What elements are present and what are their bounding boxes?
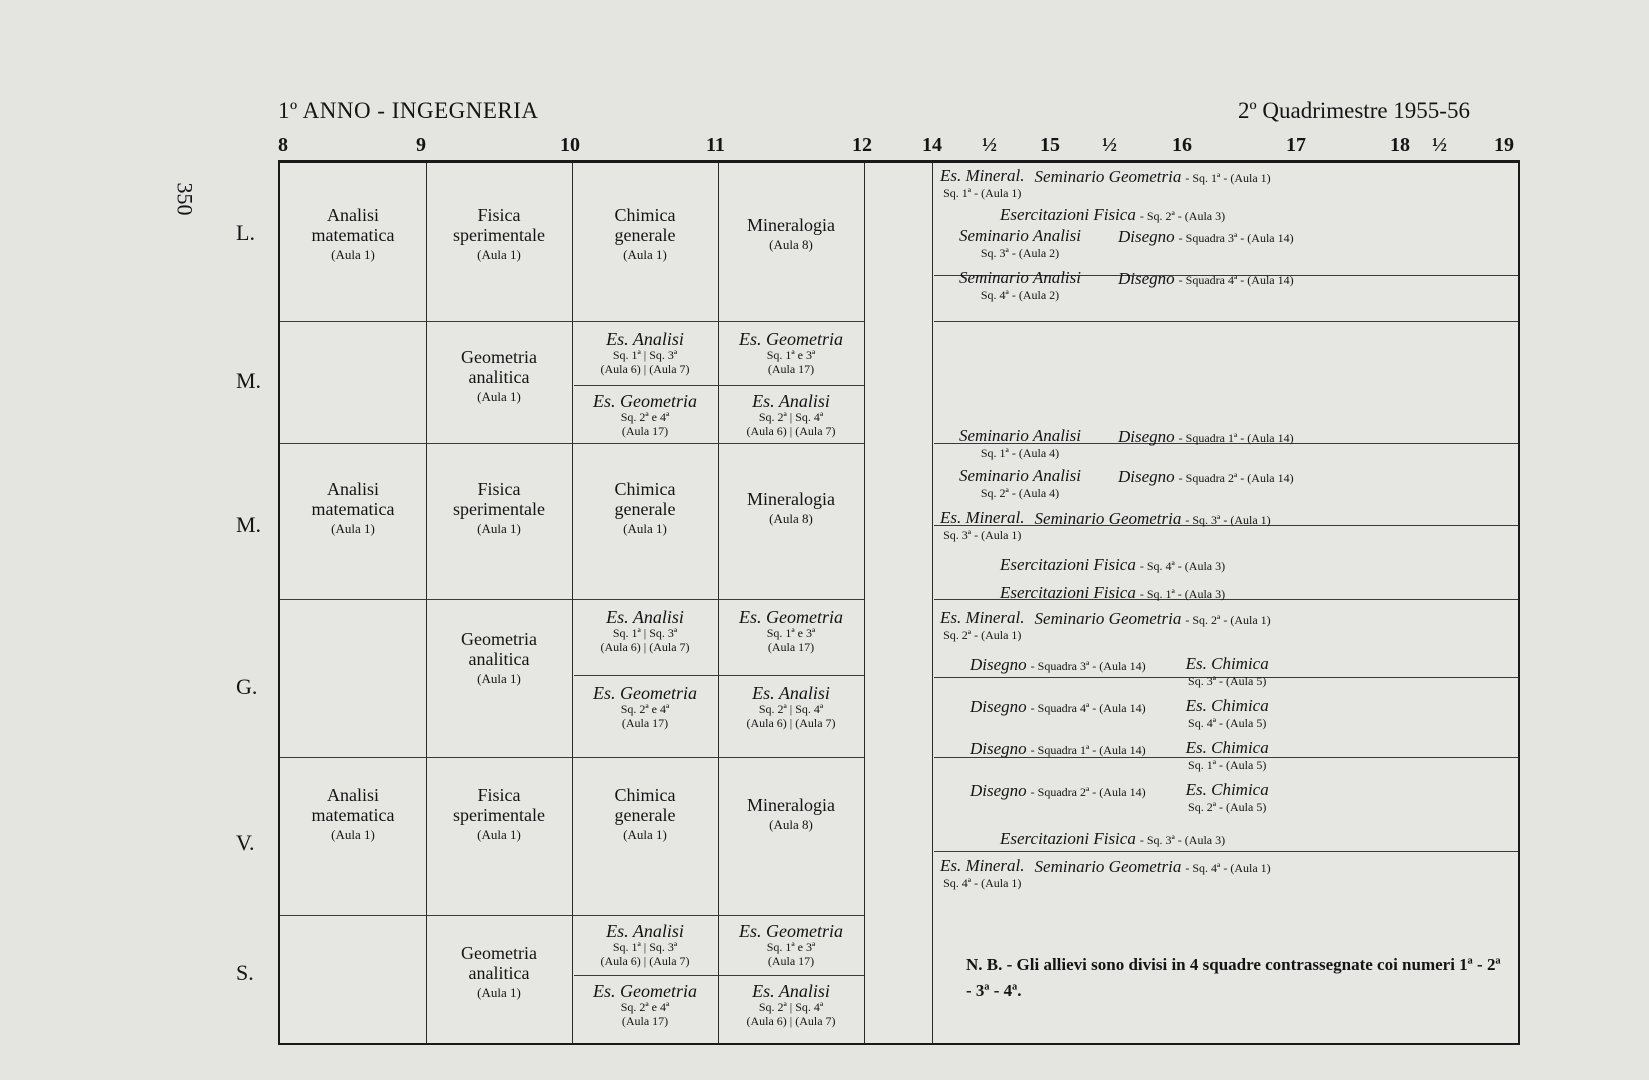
- term-label: 2º Quadrimestre 1955-56: [1238, 98, 1470, 123]
- afternoon-slot: Esercitazioni Fisica - Sq. 3ª - (Aula 3): [1000, 829, 1226, 848]
- column-divider: [572, 163, 573, 1043]
- hour-label: 12: [852, 134, 872, 156]
- column-divider: [718, 163, 719, 1043]
- es-analisi-block: Es. Analisi Sq. 2ª | Sq. 4ª (Aula 6) | (Aula 7): [746, 683, 836, 730]
- es-geometria-block: Es. Geometria Sq. 1ª e 3ª (Aula 17): [739, 607, 843, 654]
- lecture-chimica: Chimica generale (Aula 1): [614, 205, 676, 263]
- hour-label: 10: [560, 134, 580, 156]
- lecture-chimica: Chimica generale (Aula 1): [614, 785, 676, 843]
- lecture-analisi: Analisi matematica (Aula 1): [311, 205, 395, 263]
- afternoon-slot: Es. Mineral. Sq. 3ª - (Aula 1)Seminario Geometria - Sq. 3ª - (Aula 1): [940, 508, 1271, 542]
- row-divider: [280, 443, 864, 444]
- hour-label: ½: [982, 134, 997, 156]
- afternoon-slot: Seminario Analisi Sq. 4ª - (Aula 2)Disegno - Squadra 4ª - (Aula 14): [959, 268, 1294, 302]
- lecture-geometria: Geometria analitica (Aula 1): [461, 347, 537, 405]
- cell-divider: [574, 675, 864, 676]
- row-divider: [280, 757, 864, 758]
- afternoon-slot: Disegno - Squadra 1ª - (Aula 14) Es. Chimica Sq. 1ª - (Aula 5): [970, 738, 1269, 772]
- lecture-fisica: Fisica sperimentale (Aula 1): [453, 479, 545, 537]
- hour-label: 19: [1494, 134, 1514, 156]
- note-text: N. B. - Gli allievi sono divisi in 4 squadre contrassegnate coi numeri 1ª - 2ª - 3ª - 4ª.: [966, 955, 1501, 1000]
- afternoon-divider: [934, 851, 1518, 852]
- es-analisi-block: Es. Analisi Sq. 1ª | Sq. 3ª (Aula 6) | (Aula 7): [600, 607, 690, 654]
- page-title: 1º ANNO - INGEGNERIA: [278, 98, 539, 123]
- day-label: M.: [236, 368, 262, 393]
- hour-label: 11: [706, 134, 725, 156]
- lecture-analisi: Analisi matematica (Aula 1): [311, 785, 395, 843]
- cell-divider: [574, 385, 864, 386]
- es-geometria-block: Es. Geometria Sq. 1ª e 3ª (Aula 17): [739, 921, 843, 968]
- afternoon-slot: Seminario Analisi Sq. 3ª - (Aula 2)Disegno - Squadra 3ª - (Aula 14): [959, 226, 1294, 260]
- lecture-mineralogia: Mineralogia (Aula 8): [747, 795, 835, 833]
- cell-divider: [574, 975, 864, 976]
- lecture-fisica: Fisica sperimentale (Aula 1): [453, 785, 545, 843]
- lecture-fisica: Fisica sperimentale (Aula 1): [453, 205, 545, 263]
- hour-label: 17: [1286, 134, 1306, 156]
- timetable-grid: [278, 160, 1520, 1045]
- lecture-mineralogia: Mineralogia (Aula 8): [747, 215, 835, 253]
- es-geometria-block: Es. Geometria Sq. 2ª e 4ª (Aula 17): [593, 981, 697, 1028]
- column-divider: [932, 163, 933, 1043]
- es-analisi-block: Es. Analisi Sq. 2ª | Sq. 4ª (Aula 6) | (Aula 7): [746, 391, 836, 438]
- column-divider: [426, 163, 427, 1043]
- afternoon-slot: Seminario Analisi Sq. 1ª - (Aula 4)Disegno - Squadra 1ª - (Aula 14): [959, 426, 1294, 460]
- afternoon-divider: [934, 321, 1518, 322]
- row-divider: [280, 915, 864, 916]
- day-label: L.: [236, 220, 255, 245]
- hour-label: 8: [278, 134, 288, 156]
- row-divider: [280, 321, 864, 322]
- afternoon-slot: Es. Mineral. Sq. 4ª - (Aula 1)Seminario Geometria - Sq. 4ª - (Aula 1): [940, 856, 1271, 890]
- afternoon-slot: Disegno - Squadra 2ª - (Aula 14) Es. Chimica Sq. 2ª - (Aula 5): [970, 780, 1269, 814]
- afternoon-slot: Es. Mineral. Sq. 2ª - (Aula 1)Seminario Geometria - Sq. 2ª - (Aula 1): [940, 608, 1271, 642]
- lecture-geometria: Geometria analitica (Aula 1): [461, 943, 537, 1001]
- day-label: M.: [236, 512, 262, 537]
- afternoon-slot: Esercitazioni Fisica - Sq. 1ª - (Aula 3): [1000, 583, 1226, 602]
- es-geometria-block: Es. Geometria Sq. 1ª e 3ª (Aula 17): [739, 329, 843, 376]
- hour-label: 14: [922, 134, 942, 156]
- es-analisi-block: Es. Analisi Sq. 2ª | Sq. 4ª (Aula 6) | (Aula 7): [746, 981, 836, 1028]
- afternoon-slot: Esercitazioni Fisica - Sq. 2ª - (Aula 3): [1000, 205, 1226, 224]
- hour-label: ½: [1102, 134, 1117, 156]
- hour-label: ½: [1432, 134, 1447, 156]
- hour-label: 9: [416, 134, 426, 156]
- es-analisi-block: Es. Analisi Sq. 1ª | Sq. 3ª (Aula 6) | (Aula 7): [600, 329, 690, 376]
- lecture-mineralogia: Mineralogia (Aula 8): [747, 489, 835, 527]
- es-geometria-block: Es. Geometria Sq. 2ª e 4ª (Aula 17): [593, 683, 697, 730]
- afternoon-slot: Esercitazioni Fisica - Sq. 4ª - (Aula 3): [1000, 555, 1226, 574]
- es-analisi-block: Es. Analisi Sq. 1ª | Sq. 3ª (Aula 6) | (Aula 7): [600, 921, 690, 968]
- day-label: S.: [236, 960, 254, 985]
- row-divider: [280, 599, 864, 600]
- day-label: V.: [236, 830, 255, 855]
- lecture-geometria: Geometria analitica (Aula 1): [461, 629, 537, 687]
- afternoon-slot: Seminario Analisi Sq. 2ª - (Aula 4)Disegno - Squadra 2ª - (Aula 14): [959, 466, 1294, 500]
- hour-label: 16: [1172, 134, 1192, 156]
- day-label: G.: [236, 674, 258, 699]
- lecture-analisi: Analisi matematica (Aula 1): [311, 479, 395, 537]
- afternoon-slot: Es. Mineral. Sq. 1ª - (Aula 1)Seminario Geometria - Sq. 1ª - (Aula 1): [940, 166, 1271, 200]
- page-number: 350: [172, 182, 198, 216]
- hour-label: 15: [1040, 134, 1060, 156]
- lecture-chimica: Chimica generale (Aula 1): [614, 479, 676, 537]
- column-divider: [864, 163, 865, 1043]
- hour-label: 18: [1390, 134, 1410, 156]
- afternoon-slot: Disegno - Squadra 4ª - (Aula 14) Es. Chimica Sq. 4ª - (Aula 5): [970, 696, 1269, 730]
- es-geometria-block: Es. Geometria Sq. 2ª e 4ª (Aula 17): [593, 391, 697, 438]
- afternoon-slot: Disegno - Squadra 3ª - (Aula 14) Es. Chimica Sq. 3ª - (Aula 5): [970, 654, 1269, 688]
